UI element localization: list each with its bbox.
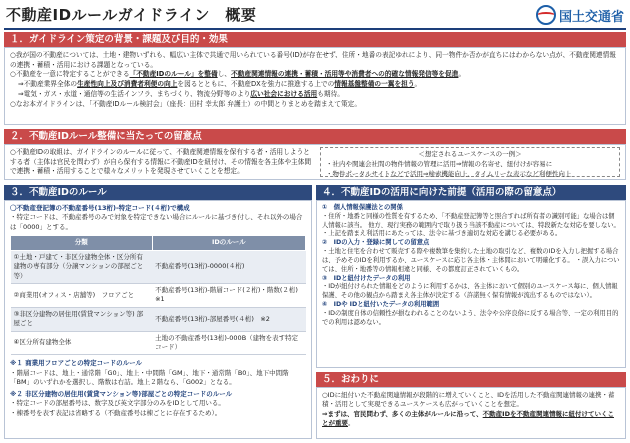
usecase-item-1: ・社内や関連会社間の物件情報の管理に活用⇒情報の名寄せ、紐付けが容易に — [326, 159, 553, 168]
section1-p1: ○我が国の不動産については、土地・建物いずれも、幅広い主体で共通で用いられている番号(ID)が存在せず、住所・地番の表記ゆれにより、同一物件か否かが直ちにはわからない点が、不動産関連情報の連携・蓄積・活用における課題となっている。 — [10, 51, 616, 69]
section1-p3: ⇒不動産業界全体の生産性向上及び消費者利便の向上を図るとともに、不動産DXを強力に推進する上での情報基盤整備の一翼を担う。 — [18, 80, 422, 89]
section1-p4: ⇒電気・ガス・水道・通信等の生活インフラ、まちづくり、物流分野等のより広い社会における活用も期待。 — [18, 89, 344, 98]
note2-title: ※２ 非区分建物の居住用(賃貸マンション等)部屋ごとの特定コードのルール — [10, 389, 233, 398]
section1-p5: ○なお本ガイドラインは、「不動産IDルール検討会」（座長：田村 幸太郎 弁護士）の中間とりまとめを踏まえて策定。 — [10, 99, 362, 108]
table-row — [11, 283, 306, 307]
table-row — [11, 307, 306, 331]
section4-body — [316, 200, 626, 368]
section4-item4-title: ④ IDや IDと紐付いたデータの利用範囲 — [322, 300, 440, 308]
table-cell-category: ①土地・戸建て・非区分建物全体・区分所有建物の専有部分（分譲マンションの部屋ごと等） — [11, 250, 153, 283]
section1-heading: １．ガイドライン策定の背景・課題及び目的・効果 — [4, 32, 626, 47]
section2-text: ○不動産IDの取組は、ガイドラインのルールに従って、不動産関連情報を保有する者・活用しようとする者（主体は官民を問わず）が自ら保有する情報に不動産IDを紐付け、その情報を各主体や主体間で連携・蓄積・活用することで様々なメリットを発現させていくことを想定。 — [10, 148, 312, 176]
section4-item2-body: ・土地と住宅を合わせて販売する際や複数筆を集約した土地の取引など、複数のIDを入力し把握する場合は、予めそのIDを利用するか、ユースケースに応じ各主体・主体間において明確化する。 ・誤入力については、住所・地番等の情報相違と同様、その都度訂正されていくもの。 — [322, 248, 620, 273]
section4-item1-body: ・住所・地番と同様の性質を有するため、「不動産登記簿等と照合すれば所有者の識別可能」な場合は個人情報に該当。 他方、現行実務の範囲内で取り扱う当該不動産については、特段新たな対応を要しない。 ・上記を踏まえ利活用にあたっては、法令に基づき適切な対応を講じる必要がある。 — [322, 212, 620, 238]
section5-p2: ⇒まずは、官民問わず、多くの主体がルールに沿って、不動産IDを不動産関連情報に紐付けていくことが重要。 — [322, 409, 614, 428]
section3-sub1-body: ・特定コードは、不動産番号のみで対象を特定できない場合にルールに基づき付し、それ以外の場合は「0000」とする。 — [10, 213, 303, 231]
section2-heading: ２．不動産IDルール整備に当たっての留意点 — [4, 129, 626, 144]
table-cell-category: ②商業用(オフィス・店舗等) フロアごと — [11, 283, 153, 307]
section4-item4-body: ・IDの制度自体の信頼性が損なわれることのないよう、法令や公序良俗に反する場合等、一定の利用目的での利用は認めない。 — [322, 309, 619, 326]
section3-body — [4, 200, 312, 439]
usecase-title: ＜想定されるユースケースの一例＞ — [418, 150, 522, 158]
table-row — [11, 331, 306, 355]
table-header-category: 分類 — [11, 236, 153, 250]
section5-heading: ５．おわりに — [316, 372, 626, 387]
logo — [536, 5, 624, 25]
section1-body — [4, 47, 626, 125]
section4-heading: ４．不動産IDの活用に向けた前提（活用の際の留意点） — [316, 185, 626, 200]
id-rule-table — [10, 235, 306, 355]
note2-b: ・棟番号を表す表記は省略する（不動産番号は棟ごとに存在するため）。 — [10, 408, 222, 417]
table-cell-category: ③非区分建物の居住用(賃貸マンション等) 部屋ごと — [11, 307, 153, 331]
section5-p1: ○IDに紐付いた不動産関連情報が段階的に増えていくこと、IDを活用した不動産関連情報の連携・蓄積・活用として実現できるユースケースも広がっていくことを想定。 — [322, 391, 615, 409]
usecase-item-2: ・物件ポータルサイトなどで活用⇒検索機能向上、タイムリーな表示など利便性向上 — [326, 169, 572, 178]
table-cell-rule: 土地の不動産番号(13桁)-000B（建物を表す特定コード） — [152, 331, 305, 355]
title-divider — [4, 28, 626, 30]
section4-item3-title: ③ IDと紐付けたデータの利用 — [322, 274, 411, 282]
note1-body: ・階層コードは、地上・通常階「G0」、地上・中間階「GM」、地下・通常階「B0」、地下中間階「BM」のいずれかを選択し、階数は右詰。地上２階なら、「G002」となる。 — [10, 368, 289, 387]
section4-item3-body: ・IDが紐付けられた情報をどのように利用するかは、各主体において個別のユースケース毎に、個人情報保護、その他の観点から踏まえ各主体が決定する（許諾無く保有情報が流出するものではない）。 — [322, 283, 618, 300]
table-header-rule: IDのルール — [152, 236, 305, 250]
table-row — [11, 250, 306, 283]
table-cell-rule: 不動産番号(13桁)-部屋番号(４桁) ※2 — [152, 307, 305, 331]
table-cell-rule: 不動産番号(13桁)-0000(４桁) — [152, 250, 305, 283]
logo-text: 国土交通省 — [558, 9, 624, 25]
note1-title: ※１ 商業用フロアごとの特定コードのルール — [10, 359, 142, 368]
page-title: 不動産IDルールガイドライン 概要 — [6, 6, 257, 24]
note2-a: ・特定コードの部屋番号は、数字及び英文字部分のみをIDとして用いる。 — [10, 399, 225, 408]
section3-heading: ３．不動産IDのルール — [4, 185, 312, 200]
usecase-box — [320, 147, 620, 177]
mlit-logo-icon — [536, 5, 556, 25]
section4-item2-title: ② IDの入力・登録に関しての留意点 — [322, 239, 430, 247]
section3-sub1: 〇不動産登記簿の不動産番号(13桁)-特定コード(４桁)で構成 — [10, 204, 190, 212]
section5-body — [316, 387, 626, 439]
section4-item1-title: ① 個人情報保護法との関係 — [322, 204, 403, 211]
table-cell-category: ④区分所有建物全体 — [11, 331, 153, 355]
section1-p2: ○不動産を一意に特定することができる「不動産IDのルール」を整備し、不動産関連情報の連携・蓄積・活用等や消費者への的確な情報発信等を促進。 — [10, 70, 466, 79]
table-cell-rule: 不動産番号(13桁)-階層コード(２桁)・階数(２桁) ※1 — [152, 283, 305, 307]
